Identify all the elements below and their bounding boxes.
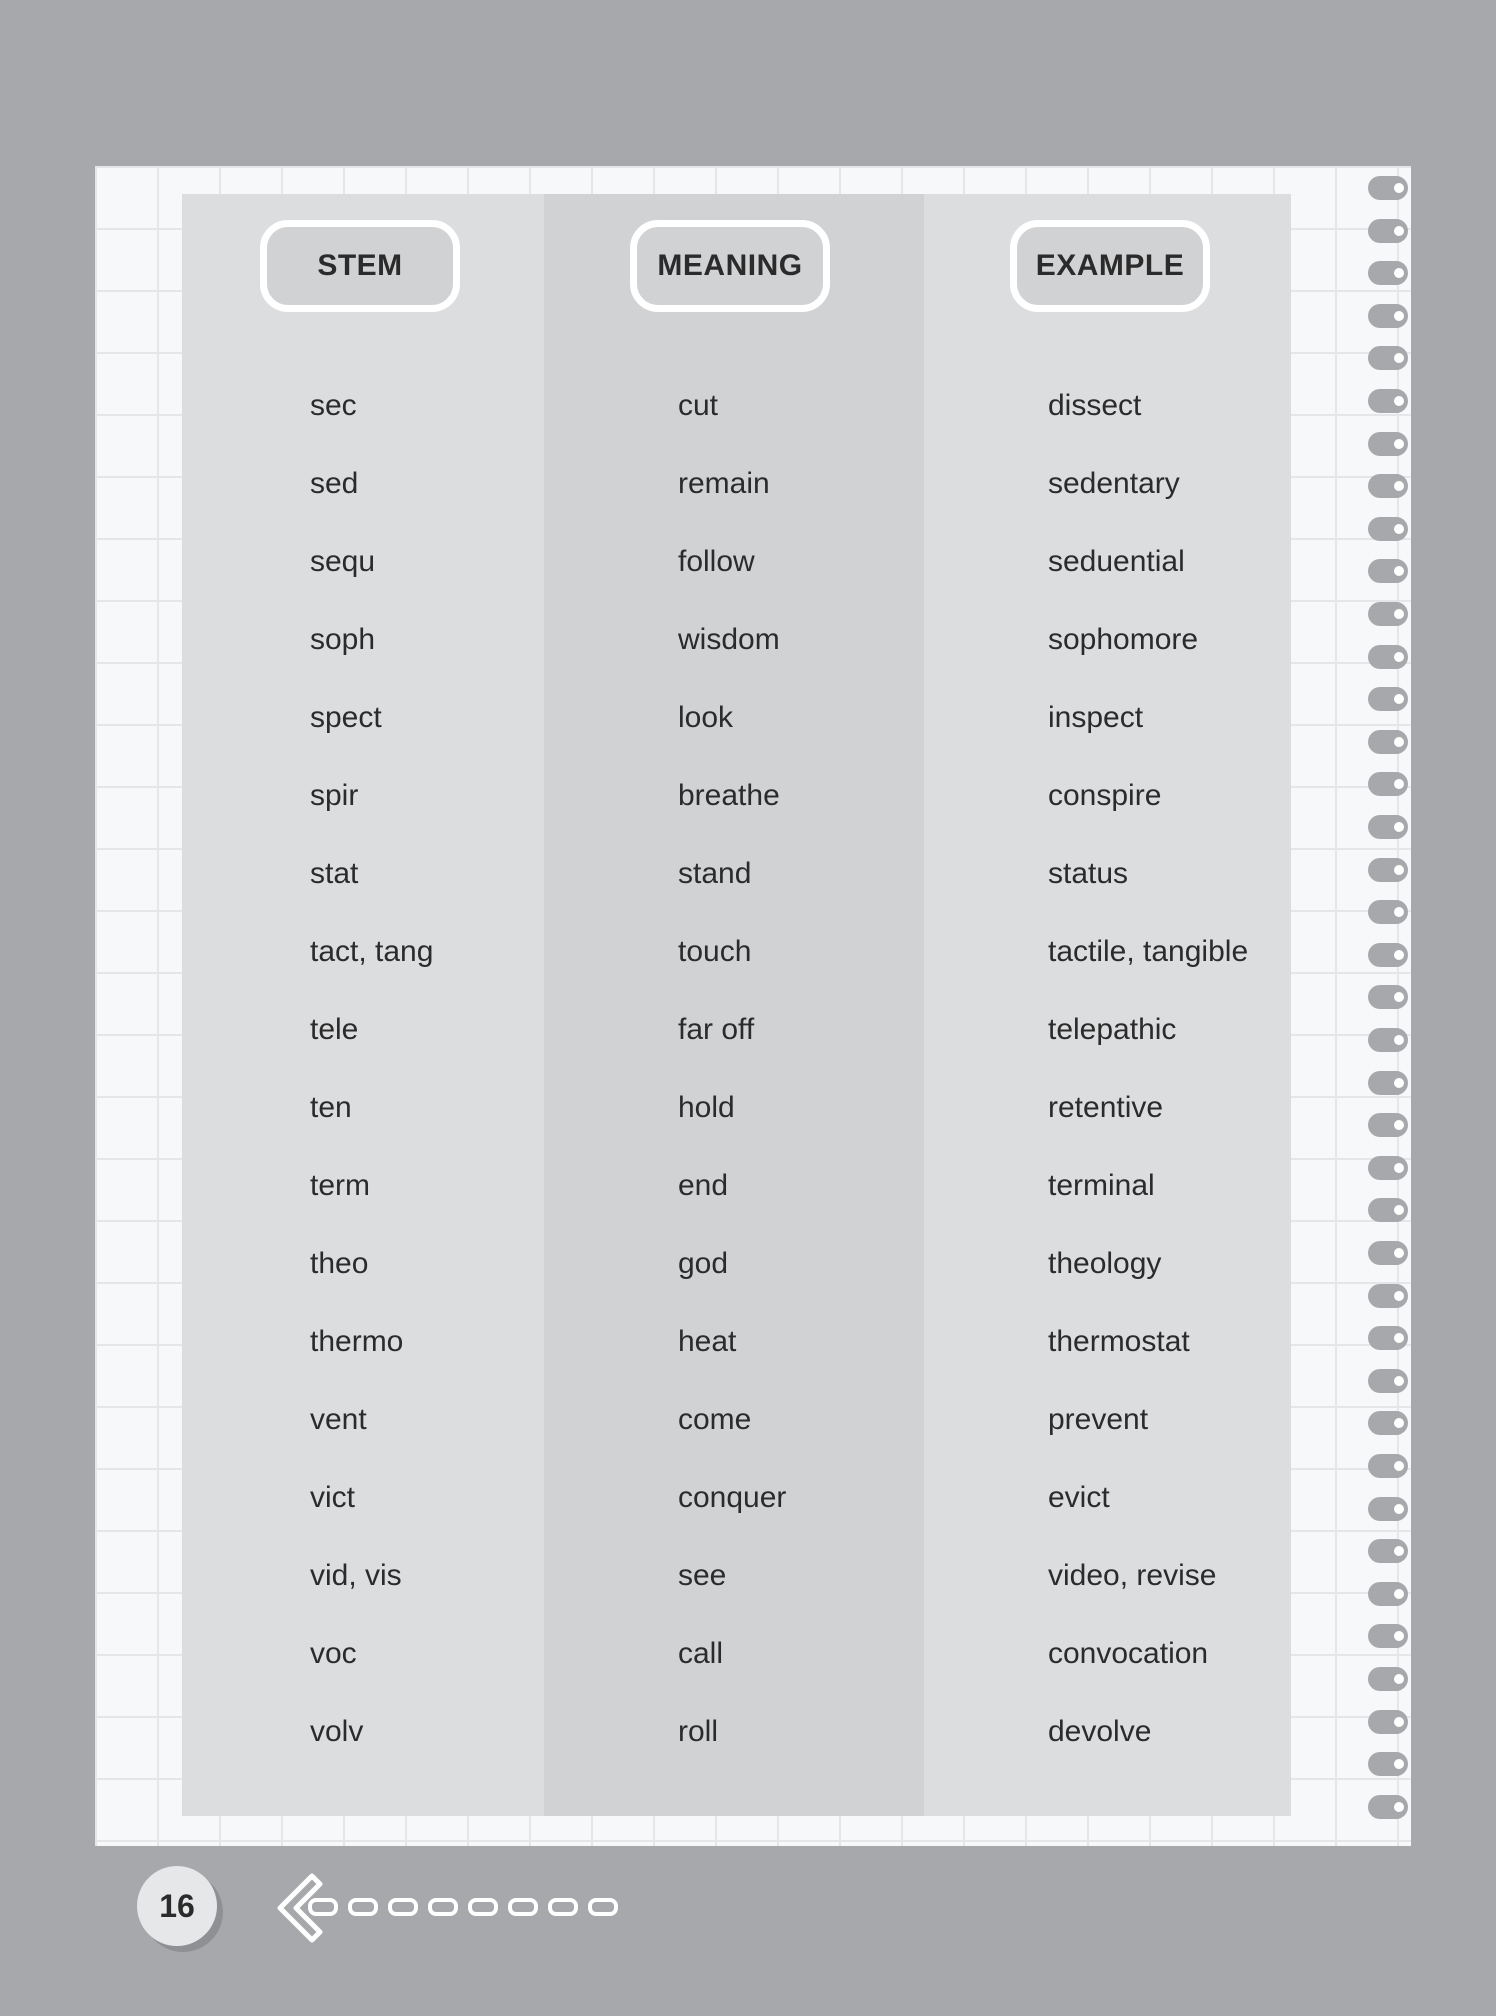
example-cell: evict (1048, 1481, 1110, 1514)
stem-cell: tact, tang (310, 935, 434, 968)
spiral-coil (1368, 1497, 1408, 1521)
spiral-coil (1368, 687, 1408, 711)
spiral-coil (1368, 432, 1408, 456)
spiral-coil (1368, 985, 1408, 1009)
meaning-cell: look (678, 701, 734, 734)
stem-cell: theo (310, 1247, 369, 1280)
stem-cell: voc (310, 1637, 357, 1670)
example-cell: telepathic (1048, 1013, 1177, 1046)
example-cell: theology (1048, 1247, 1162, 1280)
meaning-cell: wisdom (678, 623, 780, 656)
meaning-cell: come (678, 1403, 752, 1436)
spiral-coil (1368, 1667, 1408, 1691)
meaning-cell: follow (678, 545, 755, 578)
stem-cell: stat (310, 857, 359, 890)
meaning-cells (678, 380, 786, 1784)
meaning-cell: touch (678, 935, 752, 968)
example-cell: dissect (1048, 389, 1142, 422)
stem-cell: sed (310, 467, 359, 500)
meaning-cell: hold (678, 1091, 735, 1124)
example-cell: tactile, tangible (1048, 935, 1249, 968)
spiral-coil (1368, 517, 1408, 541)
spiral-coil (1368, 1582, 1408, 1606)
example-cell: thermostat (1048, 1325, 1190, 1358)
spiral-coil (1368, 602, 1408, 626)
example-cell: retentive (1048, 1091, 1164, 1124)
stem-cell: tele (310, 1013, 359, 1046)
example-cell: seduential (1048, 545, 1185, 578)
spiral-coil (1368, 1369, 1408, 1393)
example-cell: sedentary (1048, 467, 1180, 500)
dashed-back-arrow-icon (270, 1868, 650, 1948)
example-cell: video, revise (1048, 1559, 1217, 1592)
stem-cell: vent (310, 1403, 367, 1436)
spiral-coil (1368, 176, 1408, 200)
spiral-coil (1368, 261, 1408, 285)
stem-cell: term (310, 1169, 370, 1202)
spiral-coil (1368, 389, 1408, 413)
spiral-coil (1368, 1241, 1408, 1265)
example-cell: sophomore (1048, 623, 1199, 656)
spiral-coil (1368, 1795, 1408, 1819)
spiral-coil (1368, 1539, 1408, 1563)
example-header: EXAMPLE (1010, 220, 1210, 312)
example-cell: prevent (1048, 1403, 1149, 1436)
example-column (924, 194, 1291, 1816)
stem-header: STEM (260, 220, 460, 312)
stem-cell: vict (310, 1481, 355, 1514)
spiral-coil (1368, 730, 1408, 754)
example-cell: terminal (1048, 1169, 1155, 1202)
stem-cell: soph (310, 623, 376, 656)
meaning-cell: stand (678, 857, 752, 890)
spiral-binding (1368, 176, 1412, 1836)
example-cell: status (1048, 857, 1129, 890)
spiral-coil (1368, 1454, 1408, 1478)
stem-cell: vid, vis (310, 1559, 402, 1592)
spiral-coil (1368, 1326, 1408, 1350)
meaning-column (544, 194, 924, 1816)
spiral-coil (1368, 1028, 1408, 1052)
meaning-cell: see (678, 1559, 727, 1592)
spiral-coil (1368, 1284, 1408, 1308)
stem-cell: sec (310, 389, 357, 422)
spiral-coil (1368, 559, 1408, 583)
stem-cell: spect (310, 701, 382, 734)
example-cell: convocation (1048, 1637, 1209, 1670)
example-cells (1048, 380, 1248, 1784)
meaning-cell: end (678, 1169, 729, 1202)
stem-cell: thermo (310, 1325, 404, 1358)
meaning-cell: cut (678, 389, 719, 422)
stem-cell: volv (310, 1715, 364, 1748)
meaning-cell: far off (678, 1013, 755, 1046)
spiral-coil (1368, 645, 1408, 669)
example-cell: conspire (1048, 779, 1162, 812)
spiral-coil (1368, 346, 1408, 370)
meaning-cell: breathe (678, 779, 780, 812)
stem-cells (310, 380, 433, 1784)
stem-table (182, 194, 1291, 1816)
meaning-cell: call (678, 1637, 724, 1670)
meaning-cell: heat (678, 1325, 737, 1358)
spiral-coil (1368, 1071, 1408, 1095)
spiral-coil (1368, 815, 1408, 839)
spiral-coil (1368, 858, 1408, 882)
stem-cell: ten (310, 1091, 352, 1124)
meaning-header: MEANING (630, 220, 830, 312)
spiral-coil (1368, 772, 1408, 796)
spiral-coil (1368, 1624, 1408, 1648)
stem-cell: spir (310, 779, 359, 812)
meaning-cell: roll (678, 1715, 719, 1748)
spiral-coil (1368, 1113, 1408, 1137)
spiral-coil (1368, 1198, 1408, 1222)
spiral-coil (1368, 1752, 1408, 1776)
spiral-coil (1368, 900, 1408, 924)
spiral-coil (1368, 1710, 1408, 1734)
example-cell: devolve (1048, 1715, 1152, 1748)
page-number: 16 (137, 1866, 217, 1946)
spiral-coil (1368, 1156, 1408, 1180)
stem-cell: sequ (310, 545, 376, 578)
spiral-coil (1368, 219, 1408, 243)
spiral-coil (1368, 943, 1408, 967)
spiral-coil (1368, 1411, 1408, 1435)
meaning-cell: god (678, 1247, 729, 1280)
meaning-cell: remain (678, 467, 770, 500)
spiral-coil (1368, 304, 1408, 328)
example-cell: inspect (1048, 701, 1144, 734)
meaning-cell: conquer (678, 1481, 787, 1514)
spiral-coil (1368, 474, 1408, 498)
stem-column (182, 194, 544, 1816)
